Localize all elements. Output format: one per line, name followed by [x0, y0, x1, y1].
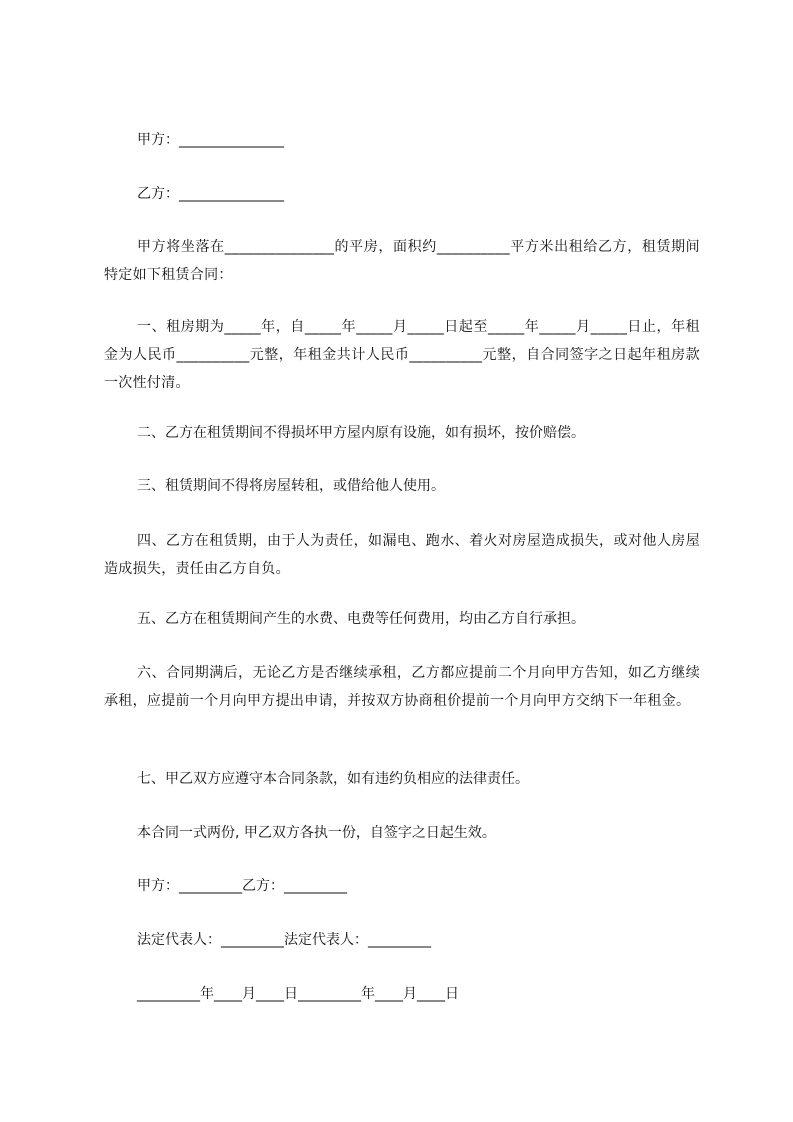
- party-b-line: 乙方：_______________: [137, 186, 284, 202]
- signature-parties-line: 甲方：_________乙方：_________: [137, 878, 347, 894]
- clause-5: 五、乙方在租赁期间产生的水费、电费等任何费用，均由乙方自行承担。: [137, 611, 585, 627]
- clause-2: 二、乙方在租赁期间不得损坏甲方屋内原有设施，如有损坏，按价赔偿。: [137, 425, 585, 441]
- clause-6: 六、合同期满后，无论乙方是否继续承租，乙方都应提前二个月向甲方告知，如乙方继续承租，应提前一个月向甲方提出申请，并按双方协商租价提前一个月向甲方交纳下一年租金。: [104, 665, 700, 709]
- legal-representatives-line: 法定代表人：_________法定代表人：_________: [137, 932, 431, 948]
- clause-1: 一、租房期为_____年，自_____年_____月_____日起至_____年_____月_____日止，年租金为人民币__________元整，年租金共计人民币__________元整，自合同签字之日起年租房款一次性付清。: [104, 319, 700, 391]
- signing-dates-line: _________年____月____日_________年____月____日: [137, 986, 459, 1002]
- intro-paragraph: 甲方将坐落在_______________的平房，面积约__________平方米出租给乙方，租赁期间特定如下租赁合同：: [104, 239, 700, 283]
- copies-statement: 本合同一式两份, 甲乙双方各执一份，自签字之日起生效。: [137, 825, 496, 841]
- party-a-line: 甲方：_______________: [137, 132, 284, 148]
- clause-7: 七、甲乙双方应遵守本合同条款，如有违约负相应的法律责任。: [137, 771, 529, 787]
- clause-3: 三、租赁期间不得将房屋转租，或借给他人使用。: [137, 478, 445, 494]
- clause-4: 四、乙方在租赁期，由于人为责任，如漏电、跑水、着火对房屋造成损失，或对他人房屋造成损失，责任由乙方自负。: [104, 533, 700, 577]
